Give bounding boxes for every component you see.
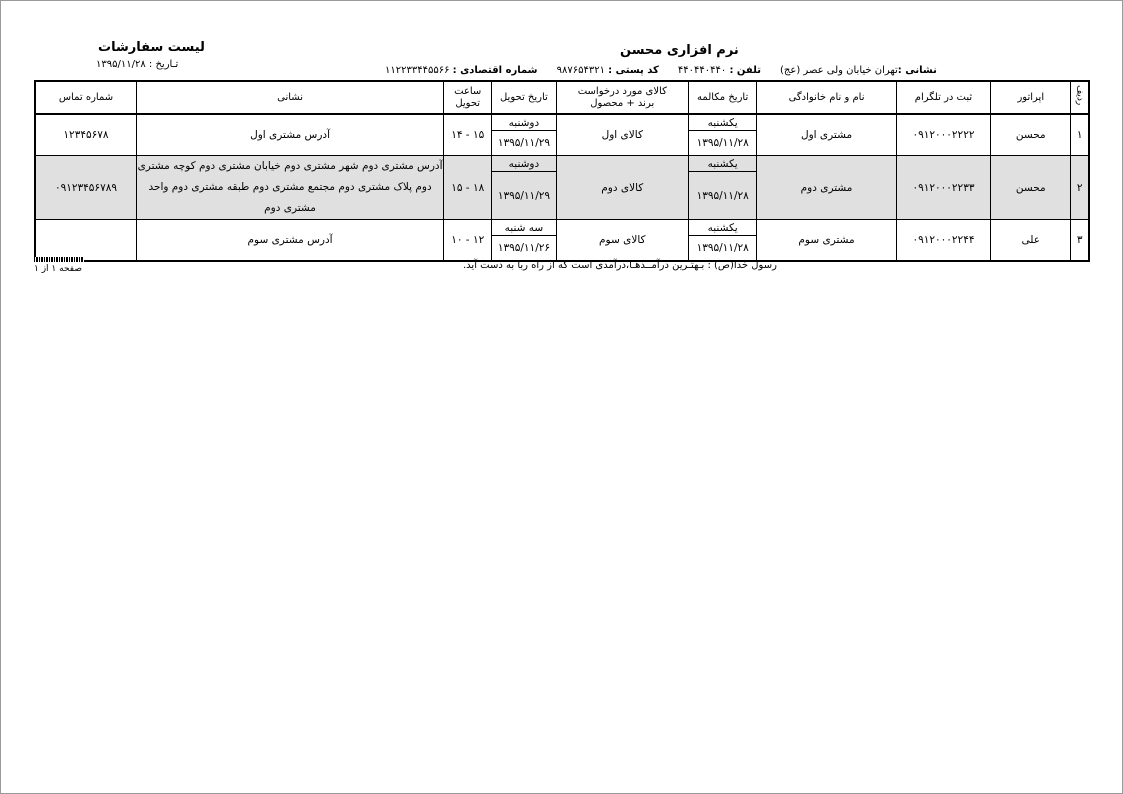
row-goods: کالای اول <box>556 114 689 156</box>
company-name: نرم افزاری محسن <box>620 43 739 58</box>
row-address: آدرس مشتری سوم <box>136 220 443 262</box>
row-delivery-date: سه شنبه ۱۳۹۵/۱۱/۲۶ <box>492 220 556 262</box>
col-delivery-time: ساعت تحویل <box>444 81 492 114</box>
row-delivery-date: دوشنبه ۱۳۹۵/۱۱/۲۹ <box>492 114 556 156</box>
row-goods: کالای دوم <box>556 156 689 220</box>
col-operator: اپراتور <box>991 81 1071 114</box>
row-customer-name: مشتری اول <box>757 114 897 156</box>
row-phone <box>35 220 136 262</box>
phone-label: تلفن : <box>729 65 761 76</box>
report-title: لیست سفارشات <box>98 40 205 55</box>
date-value: ۱۳۹۵/۱۱/۲۸ <box>96 59 146 70</box>
company-info-line <box>385 65 937 76</box>
footer-quote: رسول خدا(ص) : بـهتـرین درآمــدهـا،درآمدی است که از راه ربا به دست آید. <box>463 260 777 271</box>
row-index: ۳ <box>1071 220 1089 262</box>
address-value: تهران خیابان ولی عصر (عج) <box>780 65 898 76</box>
row-customer-name: مشتری سوم <box>757 220 897 262</box>
row-index: ۲ <box>1071 156 1089 220</box>
col-telegram: ثبت در تلگرام <box>896 81 990 114</box>
row-call-date: یکشنبه ۱۳۹۵/۱۱/۲۸ <box>689 156 757 220</box>
col-goods: کالای مورد درخواست برند + محصول <box>556 81 689 114</box>
row-telegram: ۰۹۱۲۰۰۰۲۲۲۲ <box>896 114 990 156</box>
page-number: صفحه ۱ از ۱ <box>34 264 82 274</box>
row-call-date: یکشنبه ۱۳۹۵/۱۱/۲۸ <box>689 114 757 156</box>
row-call-date: یکشنبه ۱۳۹۵/۱۱/۲۸ <box>689 220 757 262</box>
address-label: نشانی : <box>897 65 937 76</box>
row-phone: ۰۹۱۲۳۴۵۶۷۸۹ <box>35 156 136 220</box>
economic-label: شماره اقتصادی : <box>452 65 538 76</box>
row-telegram: ۰۹۱۲۰۰۰۲۲۳۳ <box>896 156 990 220</box>
barcode-strip <box>34 257 84 262</box>
col-address: نشانی <box>136 81 443 114</box>
table-header-row <box>35 81 1089 114</box>
row-delivery-time: ۱۸ - ۱۵ <box>444 156 492 220</box>
table-row <box>35 114 1089 156</box>
phone-value: ۴۴۰۴۴۰۴۴۰ <box>677 65 727 76</box>
col-row: ردیف <box>1071 81 1089 114</box>
row-address: آدرس مشتری اول <box>136 114 443 156</box>
row-phone: ۱۲۳۴۵۶۷۸ <box>35 114 136 156</box>
row-operator: محسن <box>991 114 1071 156</box>
row-delivery-date: دوشنبه ۱۳۹۵/۱۱/۲۹ <box>492 156 556 220</box>
row-customer-name: مشتری دوم <box>757 156 897 220</box>
row-operator: علی <box>991 220 1071 262</box>
economic-value: ۱۱۲۲۳۳۴۴۵۵۶۶ <box>385 65 450 76</box>
row-delivery-time: ۱۲ - ۱۰ <box>444 220 492 262</box>
row-operator: محسن <box>991 156 1071 220</box>
table-row <box>35 156 1089 220</box>
col-call-date: تاریخ مکالمه <box>689 81 757 114</box>
postal-value: ۹۸۷۶۵۴۳۲۱ <box>556 65 605 76</box>
row-goods: کالای سوم <box>556 220 689 262</box>
table-row <box>35 220 1089 262</box>
col-name: نام و نام خانوادگی <box>757 81 897 114</box>
date-label: تـاریخ : <box>148 59 179 70</box>
row-telegram: ۰۹۱۲۰۰۰۲۲۴۴ <box>896 220 990 262</box>
report-date <box>96 59 178 70</box>
row-index: ۱ <box>1071 114 1089 156</box>
row-address: آدرس مشتری دوم شهر مشتری دوم خیابان مشتری دوم کوچه مشتری دوم پلاک مشتری دوم مجتمع مشتری دوم طبقه مشتری دوم واحد مشتری دوم <box>136 156 443 220</box>
row-delivery-time: ۱۵ - ۱۴ <box>444 114 492 156</box>
col-phone: شماره تماس <box>35 81 136 114</box>
col-delivery-date: تاریخ تحویل <box>492 81 556 114</box>
orders-table <box>34 80 1090 262</box>
postal-label: کد پستی : <box>608 65 659 76</box>
